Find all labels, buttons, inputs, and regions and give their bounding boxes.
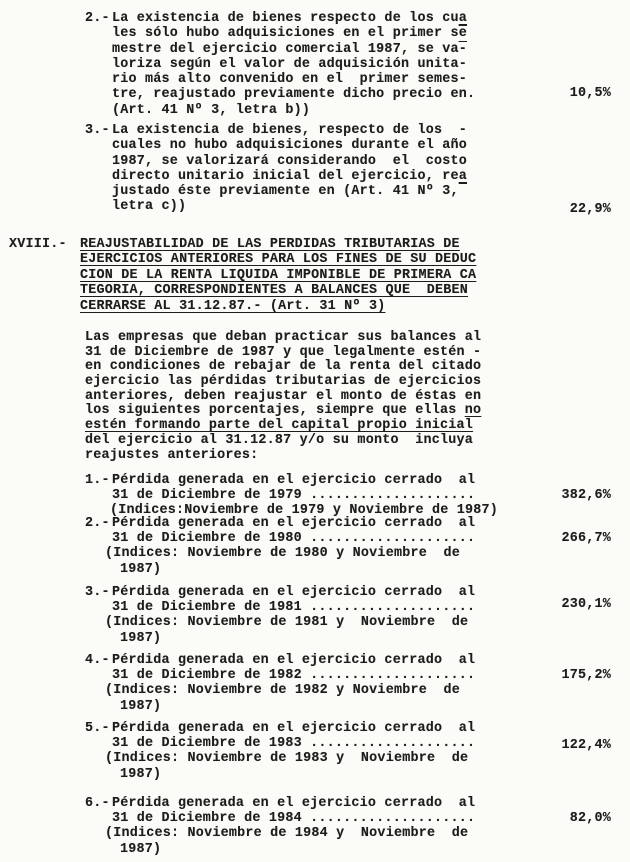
loss-item-3-number: 3.- (85, 585, 110, 600)
loss-item-2-line1: Pérdida generada en el ejercicio cerrado al (112, 516, 476, 531)
indices-line: 1987) (120, 766, 162, 782)
section-xviii-label: XVIII.- (9, 237, 67, 252)
text-line: CION DE LA RENTA LIQUIDA IMPONIBLE DE PRIMERA CA (80, 267, 477, 283)
loss-item-3-line2: 31 de Diciembre de 1981 .................... (112, 600, 476, 616)
text-line: Las empresas que deban practicar sus balances al (85, 330, 482, 345)
loss-item-5-line2: 31 de Diciembre de 1983 .................... (112, 736, 476, 752)
loss-item-3-line1: Pérdida generada en el ejercicio cerrado al (112, 585, 476, 600)
indices-line: 1987) (120, 630, 162, 646)
text-line: loriza según el valor de adquisición unita- (112, 56, 467, 72)
text-line: tre, reajustado previamente dicho precio en. (112, 87, 476, 103)
loss-item-4-indices (105, 683, 475, 714)
loss-item-4-line1: Pérdida generada en el ejercicio cerrado al (112, 653, 476, 668)
text-line: reajustes anteriores: (85, 447, 259, 463)
text-line: letra c)) (112, 199, 187, 215)
clause-2-text (112, 11, 475, 118)
indices-line: (Indices: Noviembre de 1980 y Noviembre de (105, 546, 460, 562)
clause-2-number: 2.- (85, 11, 110, 26)
clause-2-percentage: 10,5% (569, 86, 611, 101)
text-line: La existencia de bienes respecto de los cua (112, 11, 468, 26)
text-line: ejercicio las pérdidas tributarias de ejercicios (85, 374, 482, 390)
loss-item-5-number: 5.- (85, 721, 110, 736)
loss-item-5-line1: Pérdida generada en el ejercicio cerrado al (112, 721, 476, 736)
loss-item-1-line1: Pérdida generada en el ejercicio cerrado al (112, 473, 476, 488)
loss-item-1-number: 1.- (85, 473, 110, 488)
text-line: mestre del ejercicio comercial 1987, se va- (112, 41, 468, 57)
loss-item-3-percentage: 230,1% (561, 597, 611, 612)
indices-line: (Indices: Noviembre de 1984 y Noviembre de (105, 826, 469, 842)
text-line: TEGORIA, CORRESPONDIENTES A BALANCES QUE DEBEN (80, 283, 469, 299)
loss-item-6-line2: 31 de Diciembre de 1984 .................... (112, 811, 476, 827)
loss-item-6-percentage: 82,0% (569, 811, 611, 826)
indices-line: (Indices: Noviembre de 1981 y Noviembre de (105, 615, 469, 631)
loss-item-4-number: 4.- (85, 653, 110, 668)
indices-line: (Indices:Noviembre de 1979 y Noviembre de 1987) (110, 503, 499, 519)
loss-item-4-percentage: 175,2% (561, 668, 611, 683)
text-line: 31 de Diciembre de 1987 y que legalmente estén - (85, 344, 482, 360)
text-line: La existencia de bienes, respecto de los - (112, 123, 467, 138)
text-line: 1987, se valorizará considerando el costo (112, 153, 467, 169)
text-line: EJERCICIOS ANTERIORES PARA LOS FINES DE SU DEDUC (80, 252, 477, 268)
clause-3-text (112, 123, 467, 215)
text-line: les sólo hubo adquisiciones en el primer $s\overline{e}$ (112, 26, 468, 42)
loss-item-6-number: 6.- (85, 796, 110, 811)
loss-item-4-line2: 31 de Diciembre de 1982 .................... (112, 668, 476, 684)
text-line: anteriores, deben reajustar el monto de éstas en (85, 388, 482, 404)
indices-line: 1987) (120, 561, 162, 577)
indices-line: 1987) (120, 841, 162, 857)
loss-item-1-line2: 31 de Diciembre de 1979 .................... (112, 488, 476, 504)
text-line: rio más alto convenido en el primer semes- (112, 72, 467, 88)
text-line: cuales no hubo adquisiciones durante el año (112, 138, 467, 154)
text-line: directo unitario inicial del ejercicio, rea (112, 168, 468, 184)
indices-line: (Indices: Noviembre de 1983 y Noviembre de (105, 751, 469, 767)
text-line: los siguientes porcentajes, siempre que ellas no (85, 403, 482, 419)
clause-3-percentage: 22,9% (569, 202, 611, 217)
text-line: REAJUSTABILIDAD DE LAS PERDIDAS TRIBUTARIAS DE (80, 237, 460, 252)
text-line: del ejercicio al 31.12.87 y/o su monto incluya (85, 432, 474, 448)
loss-item-2-line2: 31 de Diciembre de 1980 .................... (112, 531, 476, 547)
text-line: (Art. 41 Nº 3, letra b)) (112, 102, 311, 118)
section-xviii-title (80, 237, 476, 314)
loss-item-2-indices (105, 546, 475, 577)
indices-line: (Indices: Noviembre de 1982 y Noviembre de (105, 683, 460, 699)
text-line: en condiciones de rebajar de la renta del citado (85, 359, 482, 375)
loss-item-1-percentage: 382,6% (561, 488, 611, 503)
loss-item-5-percentage: 122,4% (561, 738, 611, 753)
loss-item-6-indices (105, 826, 475, 857)
loss-item-2-number: 2.- (85, 516, 110, 531)
loss-item-6-line1: Pérdida generada en el ejercicio cerrado al (112, 796, 476, 811)
indices-line: 1987) (120, 698, 162, 714)
text-line: CERRARSE AL 31.12.87.- (Art. 31 Nº 3) (80, 298, 386, 314)
text-line: estén formando parte del capital propio inicial (85, 418, 474, 434)
loss-item-3-indices (105, 615, 475, 646)
text-line: justado éste previamente en (Art. 41 Nº 3, (112, 184, 459, 200)
clause-3-number: 3.- (85, 123, 110, 138)
loss-item-2-percentage: 266,7% (561, 531, 611, 546)
loss-item-5-indices (105, 751, 475, 782)
intro-paragraph (85, 331, 481, 463)
